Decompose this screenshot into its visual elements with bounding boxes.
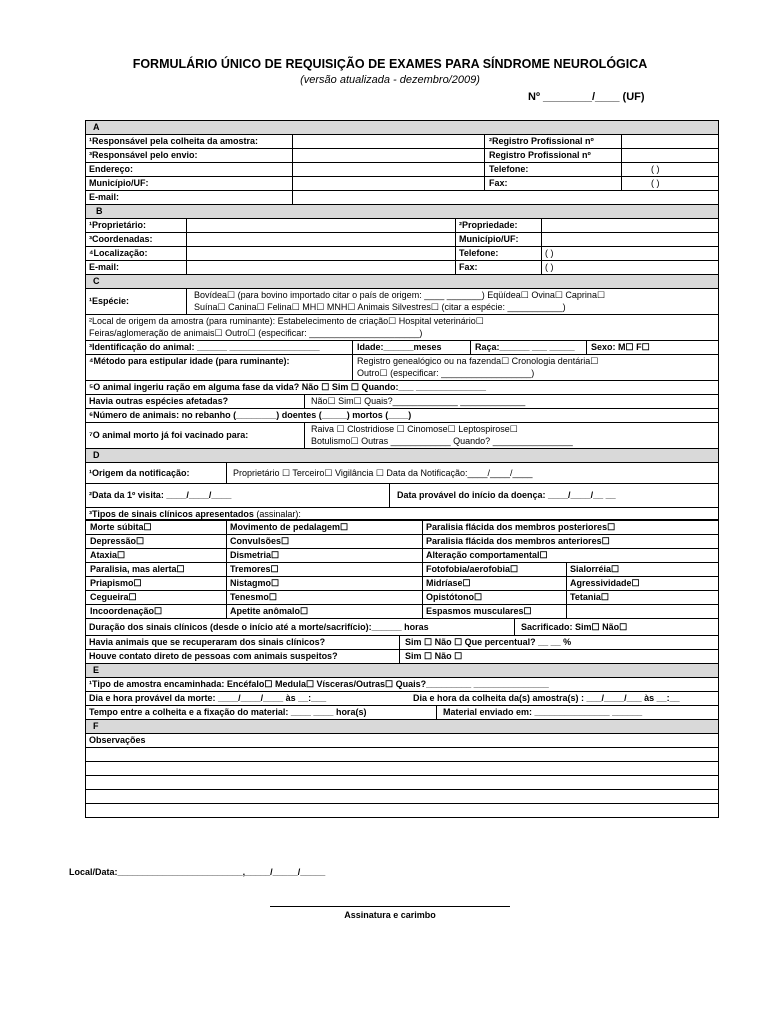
resp-colheita-label: ¹Responsável pela colheita da amostra: — [89, 136, 259, 146]
recuperaram-label: Havia animais que se recuperaram dos sinais clínicos? — [89, 637, 326, 647]
sinal-option[interactable]: Fotofobia/aerofobia☐ — [426, 564, 519, 574]
propriedade-label: ²Propriedade: — [459, 220, 518, 230]
sinal-option[interactable]: Ataxia☐ — [90, 550, 126, 560]
metodo-options-1[interactable]: Registro genealógico ou na fazenda☐ Cronologia dentária☐ — [357, 356, 599, 366]
row-vacinado — [85, 423, 719, 449]
sinais-table — [85, 520, 719, 619]
sinal-option[interactable]: Nistagmo☐ — [230, 578, 280, 588]
endereco-label: Endereço: — [89, 164, 134, 174]
section-label: F — [93, 721, 99, 731]
data-doenca-field[interactable]: Data provável do início da doença: ____/____/__ __ — [397, 490, 616, 500]
vacinado-options-2[interactable]: Botulismo☐ Outras ____________ Quando? ________________ — [311, 436, 573, 446]
section-b-header — [85, 205, 719, 219]
telefone-b-ddd[interactable]: ( ) — [545, 248, 554, 258]
metodo-label: ⁴Método para estipular idade (para ruminante): — [89, 356, 290, 366]
fax-b-ddd[interactable]: ( ) — [545, 262, 554, 272]
sinal-option[interactable]: Agressividade☐ — [570, 578, 640, 588]
section-label: C — [93, 276, 100, 286]
sinal-option[interactable]: Tremores☐ — [230, 564, 279, 574]
recuperaram-options[interactable]: Sim ☐ Não ☐ Que percentual? __ __ % — [405, 637, 572, 647]
sinal-option[interactable]: Movimento de pedalagem☐ — [230, 522, 349, 532]
section-label: B — [96, 206, 103, 216]
requisition-form — [85, 120, 719, 818]
row-email — [85, 191, 719, 205]
row-sinais-title — [85, 508, 719, 520]
row-localizacao — [85, 247, 719, 261]
observacoes-line[interactable] — [85, 776, 719, 790]
row-local-origem — [85, 315, 719, 341]
local-data-field[interactable]: Local/Data:_________________________,_____/_____/_____ — [69, 867, 326, 877]
duracao-field[interactable]: Duração dos sinais clínicos (desde o início até a morte/sacrifício):______ horas — [89, 622, 429, 632]
row-municipio — [85, 177, 719, 191]
proprietario-label: ¹Proprietário: — [89, 220, 147, 230]
resp-envio-label: ³Responsável pelo envio: — [89, 150, 198, 160]
numero-animais-field[interactable]: ⁶Número de animais: no rebanho (________) doentes (_____) mortos (____) — [89, 410, 412, 420]
especie-label: ¹Espécie: — [89, 296, 130, 306]
row-identificacao — [85, 341, 719, 355]
sinais-title: ³Tipos de sinais clínicos apresentados (assinalar): — [89, 509, 301, 519]
municipio-label: Município/UF: — [89, 178, 149, 188]
notificacao-options[interactable]: Proprietário ☐ Terceiro☐ Vigilância ☐ Data da Notificação:____/____/____ — [233, 468, 533, 478]
row-tempo-fixacao — [85, 706, 719, 720]
row-outras-especies — [85, 395, 719, 409]
section-label: A — [93, 122, 100, 132]
observacoes-line[interactable] — [85, 748, 719, 762]
sinal-option[interactable]: Tenesmo☐ — [230, 592, 277, 602]
sinal-option[interactable]: Alteração comportamental☐ — [426, 550, 548, 560]
sinal-option[interactable]: Espasmos musculares☐ — [426, 606, 532, 616]
local-origem-options-1[interactable]: ²Local de origem da amostra (para ruminante): Estabelecimento de criação☐ Hospital veterinário☐ — [89, 316, 484, 326]
sinal-option[interactable]: Dismetria☐ — [230, 550, 280, 560]
row-observacoes[interactable] — [85, 734, 719, 748]
email-label: E-mail: — [89, 192, 120, 202]
section-label: D — [93, 450, 100, 460]
sinais-row — [85, 535, 719, 549]
sinal-option[interactable]: Tetania☐ — [570, 592, 609, 602]
row-proprietario — [85, 219, 719, 233]
sinal-option[interactable]: Morte súbita☐ — [90, 522, 152, 532]
telefone-b-label: Telefone: — [459, 248, 499, 258]
form-number[interactable]: Nº ________/____ (UF) — [528, 91, 645, 103]
notificacao-label: ¹Origem da notificação: — [89, 468, 190, 478]
section-f-header — [85, 720, 719, 734]
contato-options[interactable]: Sim ☐ Não ☐ — [405, 651, 463, 661]
sinal-option[interactable]: Cegueira☐ — [90, 592, 137, 602]
section-e-header — [85, 664, 719, 678]
row-dia-hora — [85, 692, 719, 706]
sinal-option[interactable]: Opistótono☐ — [426, 592, 483, 602]
reg-prof1-label: ²Registro Profissional nº — [489, 136, 594, 146]
signature-line — [270, 906, 510, 907]
fax-label: Fax: — [489, 178, 508, 188]
sinal-option[interactable]: Midríase☐ — [426, 578, 471, 588]
sinal-option[interactable]: Convulsões☐ — [230, 536, 290, 546]
raca-field[interactable]: Raça:______ ___ _____ — [475, 342, 575, 352]
localizacao-label: ⁴Localização: — [89, 248, 148, 258]
sinal-option[interactable]: Apetite anômalo☐ — [230, 606, 309, 616]
vacinado-label: ⁷O animal morto já foi vacinado para: — [89, 430, 249, 440]
idade-field[interactable]: Idade:______meses — [357, 342, 442, 352]
observacoes-label: Observações — [89, 735, 146, 745]
fax-ddd[interactable]: ( ) — [651, 178, 660, 188]
local-origem-options-2[interactable]: Feiras/aglomeração de animais☐ Outro☐ (especificar: ______________________) — [89, 328, 423, 338]
sinais-row — [85, 605, 719, 619]
row-recuperaram — [85, 636, 719, 650]
observacoes-line[interactable] — [85, 762, 719, 776]
sinais-row — [85, 549, 719, 563]
data-visita-field[interactable]: ²Data da 1º visita: ____/____/____ — [89, 490, 232, 500]
dia-colheita-field[interactable]: Dia e hora da colheita da(s) amostra(s) : ___/____/___ às __:__ — [413, 693, 680, 703]
row-racao — [85, 381, 719, 395]
section-d-header — [85, 449, 719, 463]
outras-especies-options[interactable]: Não☐ Sim☐ Quais?_____________ _____________ — [311, 396, 526, 406]
tipo-amostra-options[interactable]: ¹Tipo de amostra encaminhada: Encéfalo☐ Medula☐ Vísceras/Outras☐ Quais?_________ _______________ — [89, 679, 549, 689]
sinal-option[interactable]: Paralisia, mas alerta☐ — [90, 564, 185, 574]
sexo-field[interactable]: Sexo: M☐ F☐ — [591, 342, 650, 352]
row-duracao — [85, 619, 719, 636]
observacoes-line[interactable] — [85, 790, 719, 804]
metodo-options-2[interactable]: Outro☐ (especificar: __________________) — [357, 368, 535, 378]
identificacao-field[interactable]: ³Identificação do animal: ______ __________________ — [89, 342, 320, 352]
sinal-option[interactable]: Paralisia flácida dos membros anteriores☐ — [426, 536, 610, 546]
sinal-option[interactable]: Incoordenação☐ — [90, 606, 163, 616]
section-c-header — [85, 275, 719, 289]
row-resp-colheita — [85, 135, 719, 149]
signature-block[interactable] — [270, 906, 510, 920]
row-contato — [85, 650, 719, 664]
sinal-option[interactable]: Sialorréia☐ — [570, 564, 620, 574]
row-coordenadas — [85, 233, 719, 247]
sacrificado-options[interactable]: Sacrificado: Sim☐ Não☐ — [521, 622, 628, 632]
racao-question[interactable]: ⁵O animal ingeriu ração em alguma fase da vida? Não ☐ Sim ☐ Quando:___ ______________ — [89, 382, 487, 392]
especie-options-2[interactable]: Suína☐ Canina☐ Felina☐ MH☐ MNH☐ Animais Silvestres☐ (citar a espécie: ___________) — [194, 302, 566, 312]
material-enviado-field[interactable]: Material enviado em: _______________ ______ — [443, 707, 643, 717]
row-tipo-amostra — [85, 678, 719, 692]
sinais-row — [85, 591, 719, 605]
dia-morte-field[interactable]: Dia e hora provável da morte: ____/____/____ às __:___ — [89, 693, 327, 703]
row-numero-animais — [85, 409, 719, 423]
row-email-b — [85, 261, 719, 275]
observacoes-line[interactable] — [85, 804, 719, 818]
reg-prof2-label: Registro Profissional nº — [489, 150, 591, 160]
sinal-option[interactable]: Priapismo☐ — [90, 578, 142, 588]
sinais-row — [85, 563, 719, 577]
sinal-option[interactable]: Paralisia flácida dos membros posteriores☐ — [426, 522, 616, 532]
form-subtitle: (versão atualizada - dezembro/2009) — [300, 74, 480, 86]
coordenadas-label: ³Coordenadas: — [89, 234, 153, 244]
vacinado-options-1[interactable]: Raiva ☐ Clostridiose ☐ Cinomose☐ Leptospirose☐ — [311, 424, 518, 434]
section-label: E — [93, 665, 100, 675]
municipio-b-label: Município/UF: — [459, 234, 519, 244]
especie-options-1[interactable]: Bovídea☐ (para bovino importado citar o país de origem: ____ _______) Eqüídea☐ Ovina☐ Caprina☐ — [194, 290, 606, 300]
row-resp-envio — [85, 149, 719, 163]
sinais-row — [85, 577, 719, 591]
telefone-ddd[interactable]: ( ) — [651, 164, 660, 174]
sinais-row — [85, 520, 719, 535]
telefone-label: Telefone: — [489, 164, 529, 174]
tempo-fixacao-field[interactable]: Tempo entre a colheita e a fixação do material: ____ ____ hora(s) — [89, 707, 367, 717]
sinal-option[interactable]: Depressão☐ — [90, 536, 145, 546]
fax-b-label: Fax: — [459, 262, 478, 272]
row-endereco — [85, 163, 719, 177]
row-especie — [85, 289, 719, 315]
email-b-label: E-mail: — [89, 262, 120, 272]
row-metodo-idade — [85, 355, 719, 381]
signature-label: Assinatura e carimbo — [344, 910, 436, 920]
row-datas — [85, 484, 719, 508]
row-origem-notificacao — [85, 463, 719, 484]
outras-especies-label: Havia outras espécies afetadas? — [89, 396, 229, 406]
contato-label: Houve contato direto de pessoas com animais suspeitos? — [89, 651, 338, 661]
form-title: FORMULÁRIO ÚNICO DE REQUISIÇÃO DE EXAMES PARA SÍNDROME NEUROLÓGICA — [132, 57, 648, 71]
section-a-header — [85, 120, 719, 135]
